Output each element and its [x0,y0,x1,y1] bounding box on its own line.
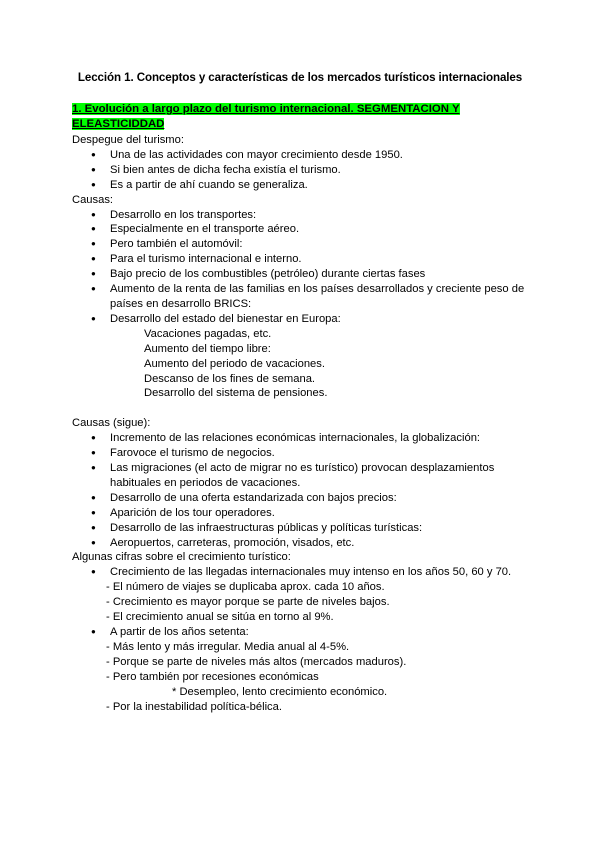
paragraph-line: Algunas cifras sobre el crecimiento turístico: [72,551,291,564]
bullet-item: ● Aeropuertos, carreteras, promoción, visados, etc. [72,536,542,551]
section-heading [72,102,462,132]
bullet-item: ● Si bien antes de dicha fecha existía el turismo. [72,163,542,178]
sub-item: Aumento del periodo de vacaciones. [144,357,325,370]
spacer [72,401,542,416]
note-item: * Desempleo, lento crecimiento económico. [172,685,388,698]
bullet-item: ● Aparición de los tour operadores. [72,506,542,521]
bullet-item: ● Desarrollo de una oferta estandarizada con bajos precios: [72,491,542,506]
dash-item: - El crecimiento anual se sitúa en torno al 9%. [106,611,334,624]
bullet-item: ● A partir de los años setenta: [72,625,542,640]
bullet-item: ● Para el turismo internacional e interno. [72,252,542,267]
dash-item: - El número de viajes se duplicaba aprox. cada 10 años. [106,581,385,594]
sub-item: Aumento del tiempo libre: [144,342,271,355]
bullet-item: ● Desarrollo de las infraestructuras públicas y políticas turísticas: [72,521,542,536]
dash-item: - Por la inestabilidad política-bélica. [106,700,282,713]
dash-item: - Porque se parte de niveles más altos (mercados maduros). [106,655,407,668]
document-body [72,133,542,714]
dash-item: - Crecimiento es mayor porque se parte de niveles bajos. [106,596,390,609]
bullet-item: ● Crecimiento de las llegadas internacionales muy intenso en los años 50, 60 y 70. [72,565,542,580]
bullet-item: ● Aumento de la renta de las familias en los países desarrollados y creciente peso de países en desarrollo BRICS: [72,282,542,312]
bullet-item: ● Pero también el automóvil: [72,237,542,252]
paragraph-line: Causas (sigue): [72,417,151,430]
bullet-item: ● Farovoce el turismo de negocios. [72,446,542,461]
bullet-item: ● Es a partir de ahí cuando se generaliza. [72,178,542,193]
bullet-item: ● Desarrollo en los transportes: [72,208,542,223]
bullet-item: ● Incremento de las relaciones económicas internacionales, la globalización: [72,431,542,446]
sub-item: Desarrollo del sistema de pensiones. [144,387,328,400]
bullet-item: ● Especialmente en el transporte aéreo. [72,222,542,237]
dash-item: - Más lento y más irregular. Media anual al 4-5%. [106,640,350,653]
bullet-item: ● Bajo precio de los combustibles (petróleo) durante ciertas fases [72,267,542,282]
page-title: Lección 1. Conceptos y características de los mercados turísticos internacionales [77,71,523,84]
paragraph-line: Causas: [72,193,114,206]
dash-item: - Pero también por recesiones económicas [106,670,319,683]
bullet-item: ● Desarrollo del estado del bienestar en Europa: [72,312,542,327]
sub-item: Vacaciones pagadas, etc. [144,327,272,340]
sub-item: Descanso de los fines de semana. [144,372,316,385]
section-heading-text: 1. Evolución a largo plazo del turismo internacional. SEGMENTACION Y ELEASTICIDDAD [72,103,460,130]
bullet-item: ● Una de las actividades con mayor crecimiento desde 1950. [72,148,542,163]
paragraph-line: Despegue del turismo: [72,134,184,146]
bullet-item: ● Las migraciones (el acto de migrar no es turístico) provocan desplazamientos habituales en periodos de vacaciones. [72,461,542,491]
